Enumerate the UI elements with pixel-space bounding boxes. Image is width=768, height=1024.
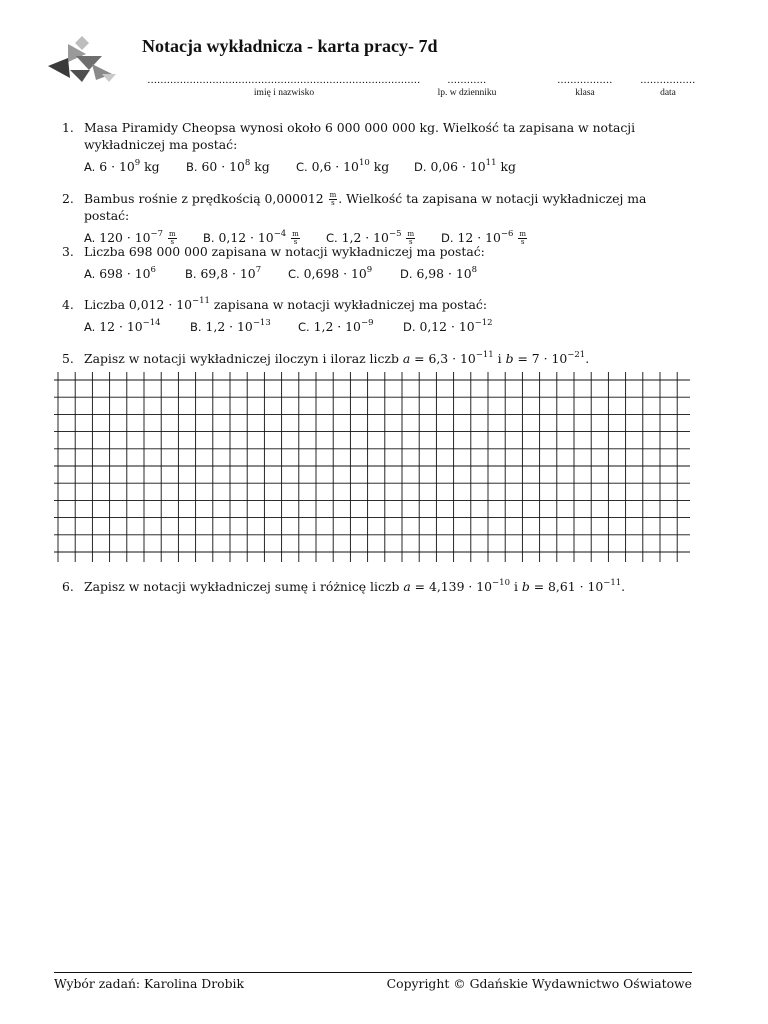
task-1 [62, 119, 692, 175]
option-c[interactable]: C. $0,6 \cdot 10^{10}$ kg [296, 157, 390, 174]
date-dots: ................. [640, 74, 696, 86]
answer-options [84, 318, 692, 335]
name-field[interactable] [136, 74, 432, 98]
option-b[interactable]: B. $60 \cdot 10^8$ kg [186, 157, 270, 174]
task-number: 5. [62, 351, 74, 366]
class-dots: ................. [557, 74, 613, 86]
register-number-dots: ............ [447, 74, 487, 86]
option-d[interactable]: D. $0,06 \cdot 10^{11}$ kg [414, 157, 516, 174]
option-d[interactable]: D. $0,12 \cdot 10^{-12}$ [403, 317, 493, 334]
option-b[interactable]: B. $0,12 \cdot 10^{-4}$ $\frac{m}{s}$ [203, 228, 299, 246]
task-number: 6. [62, 579, 74, 594]
option-c[interactable]: C. $1,2 \cdot 10^{-5}$ $\frac{m}{s}$ [326, 228, 415, 246]
task-number: 2. [62, 191, 74, 206]
answer-grid[interactable] [54, 372, 690, 562]
class-caption: klasa [575, 88, 595, 98]
task-text: Zapisz w notacji wykładniczej iloczyn i iloraz liczb $a = 6,3 \cdot 10^{-11}$ i $b = 7 \cdot 10^{-21}$. [84, 349, 590, 366]
footer-author: Wybór zadań: Karolina Drobik [54, 976, 245, 991]
register-number-caption: lp. w dzienniku [437, 88, 497, 98]
option-a[interactable]: A. $6 \cdot 10^9$ kg [84, 157, 160, 174]
footer-divider [54, 972, 692, 973]
option-b[interactable]: B. $69,8 \cdot 10^7$ [185, 264, 262, 281]
task-text: Zapisz w notacji wykładniczej sumę i różnicę liczb $a = 4,139 \cdot 10^{-10}$ i $b = 8,61 \cdot 10^{-11}$. [84, 577, 626, 594]
option-c[interactable]: C. $0,698 \cdot 10^9$ [288, 264, 373, 281]
task-number: 1. [62, 120, 74, 135]
task-text: Liczba $0,012 \cdot 10^{-11}$ zapisana w notacji wykładniczej ma postać: [84, 295, 488, 312]
unit-fraction: $\frac{m}{s}$ [329, 191, 337, 207]
name-dots: .................................................................................... [147, 74, 421, 86]
worksheet-title: Notacja wykładnicza - karta pracy- 7d [142, 36, 438, 56]
task-text: Masa Piramidy Cheopsa wynosi około 6 000 000 000 kg. Wielkość ta zapisana w notacji wykładniczej ma postać: [84, 120, 636, 152]
task-3 [62, 243, 692, 282]
register-number-field[interactable] [436, 74, 498, 98]
task-text: Liczba 698 000 000 zapisana w notacji wykładniczej ma postać: [84, 244, 485, 259]
task-2 [62, 190, 692, 246]
option-d[interactable]: D. $12 \cdot 10^{-6}$ $\frac{m}{s}$ [441, 228, 526, 246]
option-a[interactable]: A. $12 \cdot 10^{-14}$ [84, 317, 161, 334]
answer-options [84, 158, 692, 175]
option-c[interactable]: C. $1,2 \cdot 10^{-9}$ [298, 317, 374, 334]
date-caption: data [660, 88, 676, 98]
task-4 [62, 296, 692, 335]
answer-options [84, 265, 692, 282]
class-field[interactable] [553, 74, 617, 98]
task-text: Bambus rośnie z prędkością 0,000012 $\frac{m}{s}$ . Wielkość ta zapisana w notacji wykładniczej ma postać: [84, 191, 647, 223]
task-5 [62, 350, 692, 367]
date-field[interactable] [636, 74, 700, 98]
option-b[interactable]: B. $1,2 \cdot 10^{-13}$ [190, 317, 271, 334]
footer-copyright: Copyright © Gdańskie Wydawnictwo Oświatowe [386, 976, 692, 991]
name-caption: imię i nazwisko [253, 88, 315, 98]
task-number: 4. [62, 297, 74, 312]
tangram-logo [46, 34, 118, 86]
option-a[interactable]: A. $120 \cdot 10^{-7}$ $\frac{m}{s}$ [84, 228, 176, 246]
task-number: 3. [62, 244, 74, 259]
option-d[interactable]: D. $6,98 \cdot 10^8$ [400, 264, 478, 281]
option-a[interactable]: A. $698 \cdot 10^6$ [84, 264, 156, 281]
task-6 [62, 578, 692, 595]
